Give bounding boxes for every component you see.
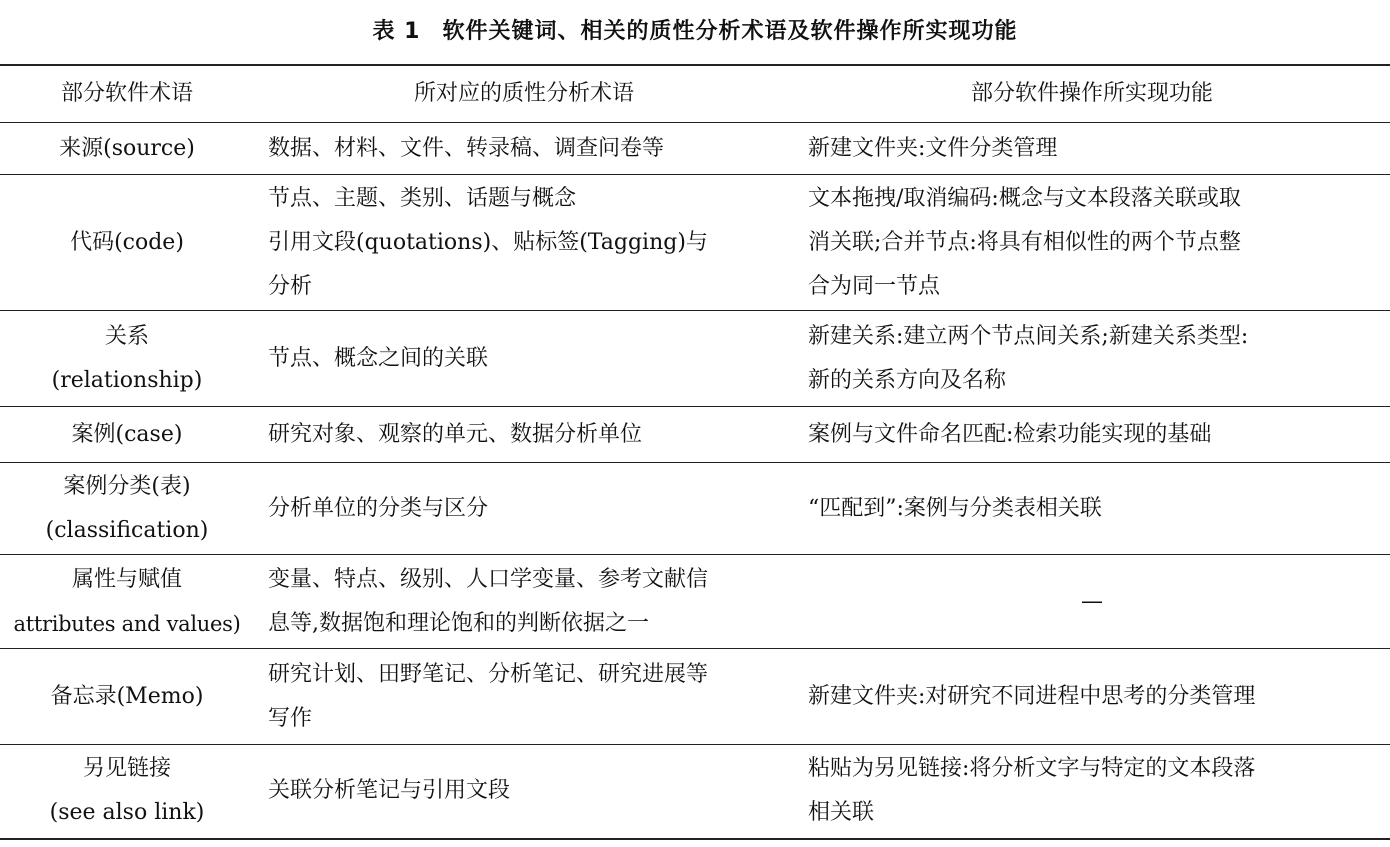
term-text: (see also link) bbox=[49, 800, 205, 826]
table-row bbox=[0, 463, 1390, 555]
qualitative-text: 分析 bbox=[268, 273, 313, 299]
term-cell bbox=[0, 649, 254, 745]
function-text: 粘贴为另见链接:将分析文字与特定的文本段落 bbox=[808, 756, 1256, 782]
term-text: 案例分类(表) bbox=[63, 473, 191, 499]
term-text: attributes and values) bbox=[13, 611, 241, 636]
table-body bbox=[0, 123, 1390, 839]
qualitative-text: 数据、材料、文件、转录稿、调查问卷等 bbox=[268, 135, 665, 161]
function-cell bbox=[794, 123, 1390, 175]
header-row bbox=[0, 65, 1390, 123]
term-cell bbox=[0, 407, 254, 463]
qualitative-text: 引用文段(quotations)、贴标签(Tagging)与 bbox=[268, 229, 708, 255]
function-text: — bbox=[1081, 588, 1103, 614]
table-number: 表 1 bbox=[372, 19, 421, 44]
function-text: 案例与文件命名匹配:检索功能实现的基础 bbox=[808, 421, 1212, 447]
function-cell bbox=[794, 555, 1390, 649]
qualitative-cell bbox=[254, 407, 794, 463]
function-text: “匹配到”:案例与分类表相关联 bbox=[808, 495, 1102, 521]
header-qualitative-term: 所对应的质性分析术语 bbox=[413, 81, 634, 106]
function-cell bbox=[794, 407, 1390, 463]
term-text: 关系 bbox=[104, 323, 149, 349]
function-text: 消关联;合并节点:将具有相似性的两个节点整 bbox=[808, 229, 1241, 255]
table-row bbox=[0, 555, 1390, 649]
term-text: (relationship) bbox=[51, 367, 203, 393]
qualitative-text: 节点、概念之间的关联 bbox=[268, 345, 489, 371]
qualitative-cell bbox=[254, 311, 794, 407]
header-software-term: 部分软件术语 bbox=[60, 81, 193, 106]
table-row bbox=[0, 407, 1390, 463]
function-cell bbox=[794, 649, 1390, 745]
qualitative-text: 写作 bbox=[268, 705, 313, 731]
qualitative-cell bbox=[254, 745, 794, 839]
table-row bbox=[0, 123, 1390, 175]
qualitative-text: 关联分析笔记与引用文段 bbox=[268, 778, 511, 804]
table-row bbox=[0, 745, 1390, 839]
table-row bbox=[0, 175, 1390, 311]
table-caption bbox=[0, 14, 1390, 50]
term-text: (classification) bbox=[45, 517, 209, 543]
function-text: 新建文件夹:文件分类管理 bbox=[808, 135, 1058, 161]
term-text: 另见链接 bbox=[82, 756, 171, 782]
qualitative-cell bbox=[254, 175, 794, 311]
table-header bbox=[0, 65, 1390, 123]
term-cell bbox=[0, 311, 254, 407]
terms-table bbox=[0, 64, 1390, 840]
qualitative-text: 分析单位的分类与区分 bbox=[268, 495, 489, 521]
qualitative-cell bbox=[254, 463, 794, 555]
qualitative-text: 变量、特点、级别、人口学变量、参考文献信 bbox=[268, 566, 709, 592]
function-text: 文本拖拽/取消编码:概念与文本段落关联或取 bbox=[808, 185, 1241, 211]
qualitative-cell bbox=[254, 649, 794, 745]
table-row bbox=[0, 311, 1390, 407]
term-text: 备忘录(Memo) bbox=[50, 683, 204, 709]
term-text: 来源(source) bbox=[59, 135, 195, 161]
term-cell bbox=[0, 123, 254, 175]
term-cell bbox=[0, 175, 254, 311]
term-text: 案例(case) bbox=[71, 421, 183, 447]
function-text: 合为同一节点 bbox=[808, 273, 941, 299]
qualitative-text: 研究对象、观察的单元、数据分析单位 bbox=[268, 421, 643, 447]
function-text: 新的关系方向及名称 bbox=[808, 367, 1007, 393]
function-text: 新建关系:建立两个节点间关系;新建关系类型: bbox=[808, 323, 1249, 349]
qualitative-cell bbox=[254, 555, 794, 649]
term-cell bbox=[0, 463, 254, 555]
term-text: 代码(code) bbox=[70, 229, 184, 255]
qualitative-text: 息等,数据饱和理论饱和的判断依据之一 bbox=[268, 610, 649, 636]
function-cell bbox=[794, 311, 1390, 407]
function-text: 相关联 bbox=[808, 800, 875, 826]
qualitative-text: 节点、主题、类别、话题与概念 bbox=[268, 185, 577, 211]
term-text: 属性与赋值 bbox=[71, 566, 182, 592]
function-cell bbox=[794, 463, 1390, 555]
function-cell bbox=[794, 175, 1390, 311]
term-cell bbox=[0, 555, 254, 649]
function-text: 新建文件夹:对研究不同进程中思考的分类管理 bbox=[808, 683, 1256, 709]
qualitative-cell bbox=[254, 123, 794, 175]
term-cell bbox=[0, 745, 254, 839]
header-function: 部分软件操作所实现功能 bbox=[970, 81, 1213, 106]
function-cell bbox=[794, 745, 1390, 839]
table-row bbox=[0, 649, 1390, 745]
qualitative-text: 研究计划、田野笔记、分析笔记、研究进展等 bbox=[268, 661, 709, 687]
table-title: 软件关键词、相关的质性分析术语及软件操作所实现功能 bbox=[442, 19, 1018, 44]
